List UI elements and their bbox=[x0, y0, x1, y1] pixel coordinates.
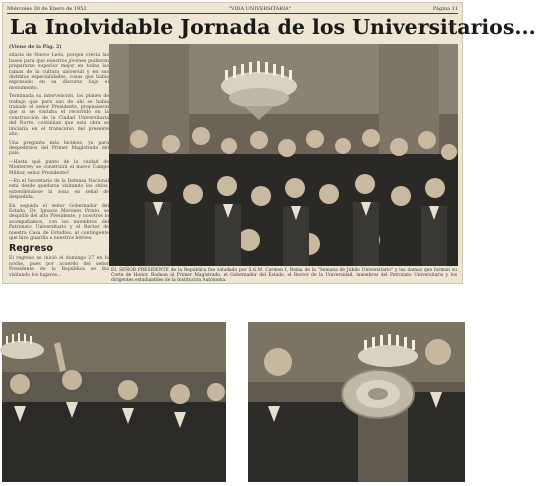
page-number: Página 11 bbox=[432, 5, 458, 12]
section-title: Regreso bbox=[9, 243, 53, 255]
right-photo-image bbox=[248, 322, 465, 482]
header-rule bbox=[7, 13, 458, 14]
article-paragraph: sitaria de Nuevo León, porque crecía las bases para que nuestros jóvenes pudieran prepararse superior mejor en todas las ramas de la cultura universal y en sus distintas especialidades, cosas que había expresado en su discurso bajo el monumento. bbox=[9, 53, 109, 91]
commemorative-plate-icon bbox=[342, 370, 414, 418]
article-column bbox=[9, 45, 109, 281]
article-paragraph: Terminada su intervención, los planes de trabajo que para uso de ahí se había trazado el señor Presidente, propusieron que si se visitaba el recorrido en la construcción de la Ciudad Universitaria del Norte, continúan que esta obra se iniciaría en el transcurso del presente año. bbox=[9, 94, 109, 138]
issue-date: Miércoles 30 de Enero de 1952 bbox=[7, 5, 87, 12]
newspaper-clipping bbox=[3, 3, 536, 283]
headline: La Inolvidable Jornada de los Universitarios... bbox=[10, 15, 536, 39]
article-paragraph: En seguida el señor Gobernador del Estado, Dr. Ignacio Morones Prieto, se despidió del alto Presidente, y nosotros lo acompañamos, con los miembros del Patronato Universitario y el Rector de nuestra Casa de Estudios, al contingente que hizo guardia a nuestros héroes. bbox=[9, 203, 109, 241]
left-photo bbox=[2, 322, 226, 482]
page-header bbox=[7, 4, 458, 13]
photo-caption: EL SEÑOR PRESIDENTE de la República fue saludado por S.G.M. Carmen I, Reina de la "Semana de Júbilo Universitario" y las damas que forman su Corte de Honor. Rodean al Primer Magistrado, el Gobernador del Estado, el Rector de la Universidad, miembros del Patronato Universitario y los dirigentes estudiantiles de la Institución Autónoma. bbox=[111, 268, 457, 283]
article-paragraph: —Hasta qué punto de la ciudad de Monterrey se construirá el nuevo Campo Militar, señor Presidente? bbox=[9, 159, 109, 176]
section-paragraph: El regreso se inició el domingo 27 en la noche, pues por acuerdo del señor Presidente de la República se iba visitando los lugares... bbox=[9, 256, 109, 278]
left-photo-image bbox=[2, 322, 226, 482]
masthead: "VIDA UNIVERSITARIA" bbox=[228, 5, 291, 12]
main-photo-image bbox=[109, 44, 458, 266]
main-photo bbox=[109, 44, 458, 266]
right-photo bbox=[248, 322, 465, 482]
continued-note: (Viene de la Pág. 2) bbox=[9, 44, 62, 50]
article-paragraph: Una pregunta más hicimos, ya para despedirnos del Primer Magistrado del país: bbox=[9, 140, 109, 157]
article-paragraph: —En el Secretario de la Defensa Nacional está desde quedarse visitando los sitios, extendiéndose la zona en señal de despedida. bbox=[9, 178, 109, 201]
